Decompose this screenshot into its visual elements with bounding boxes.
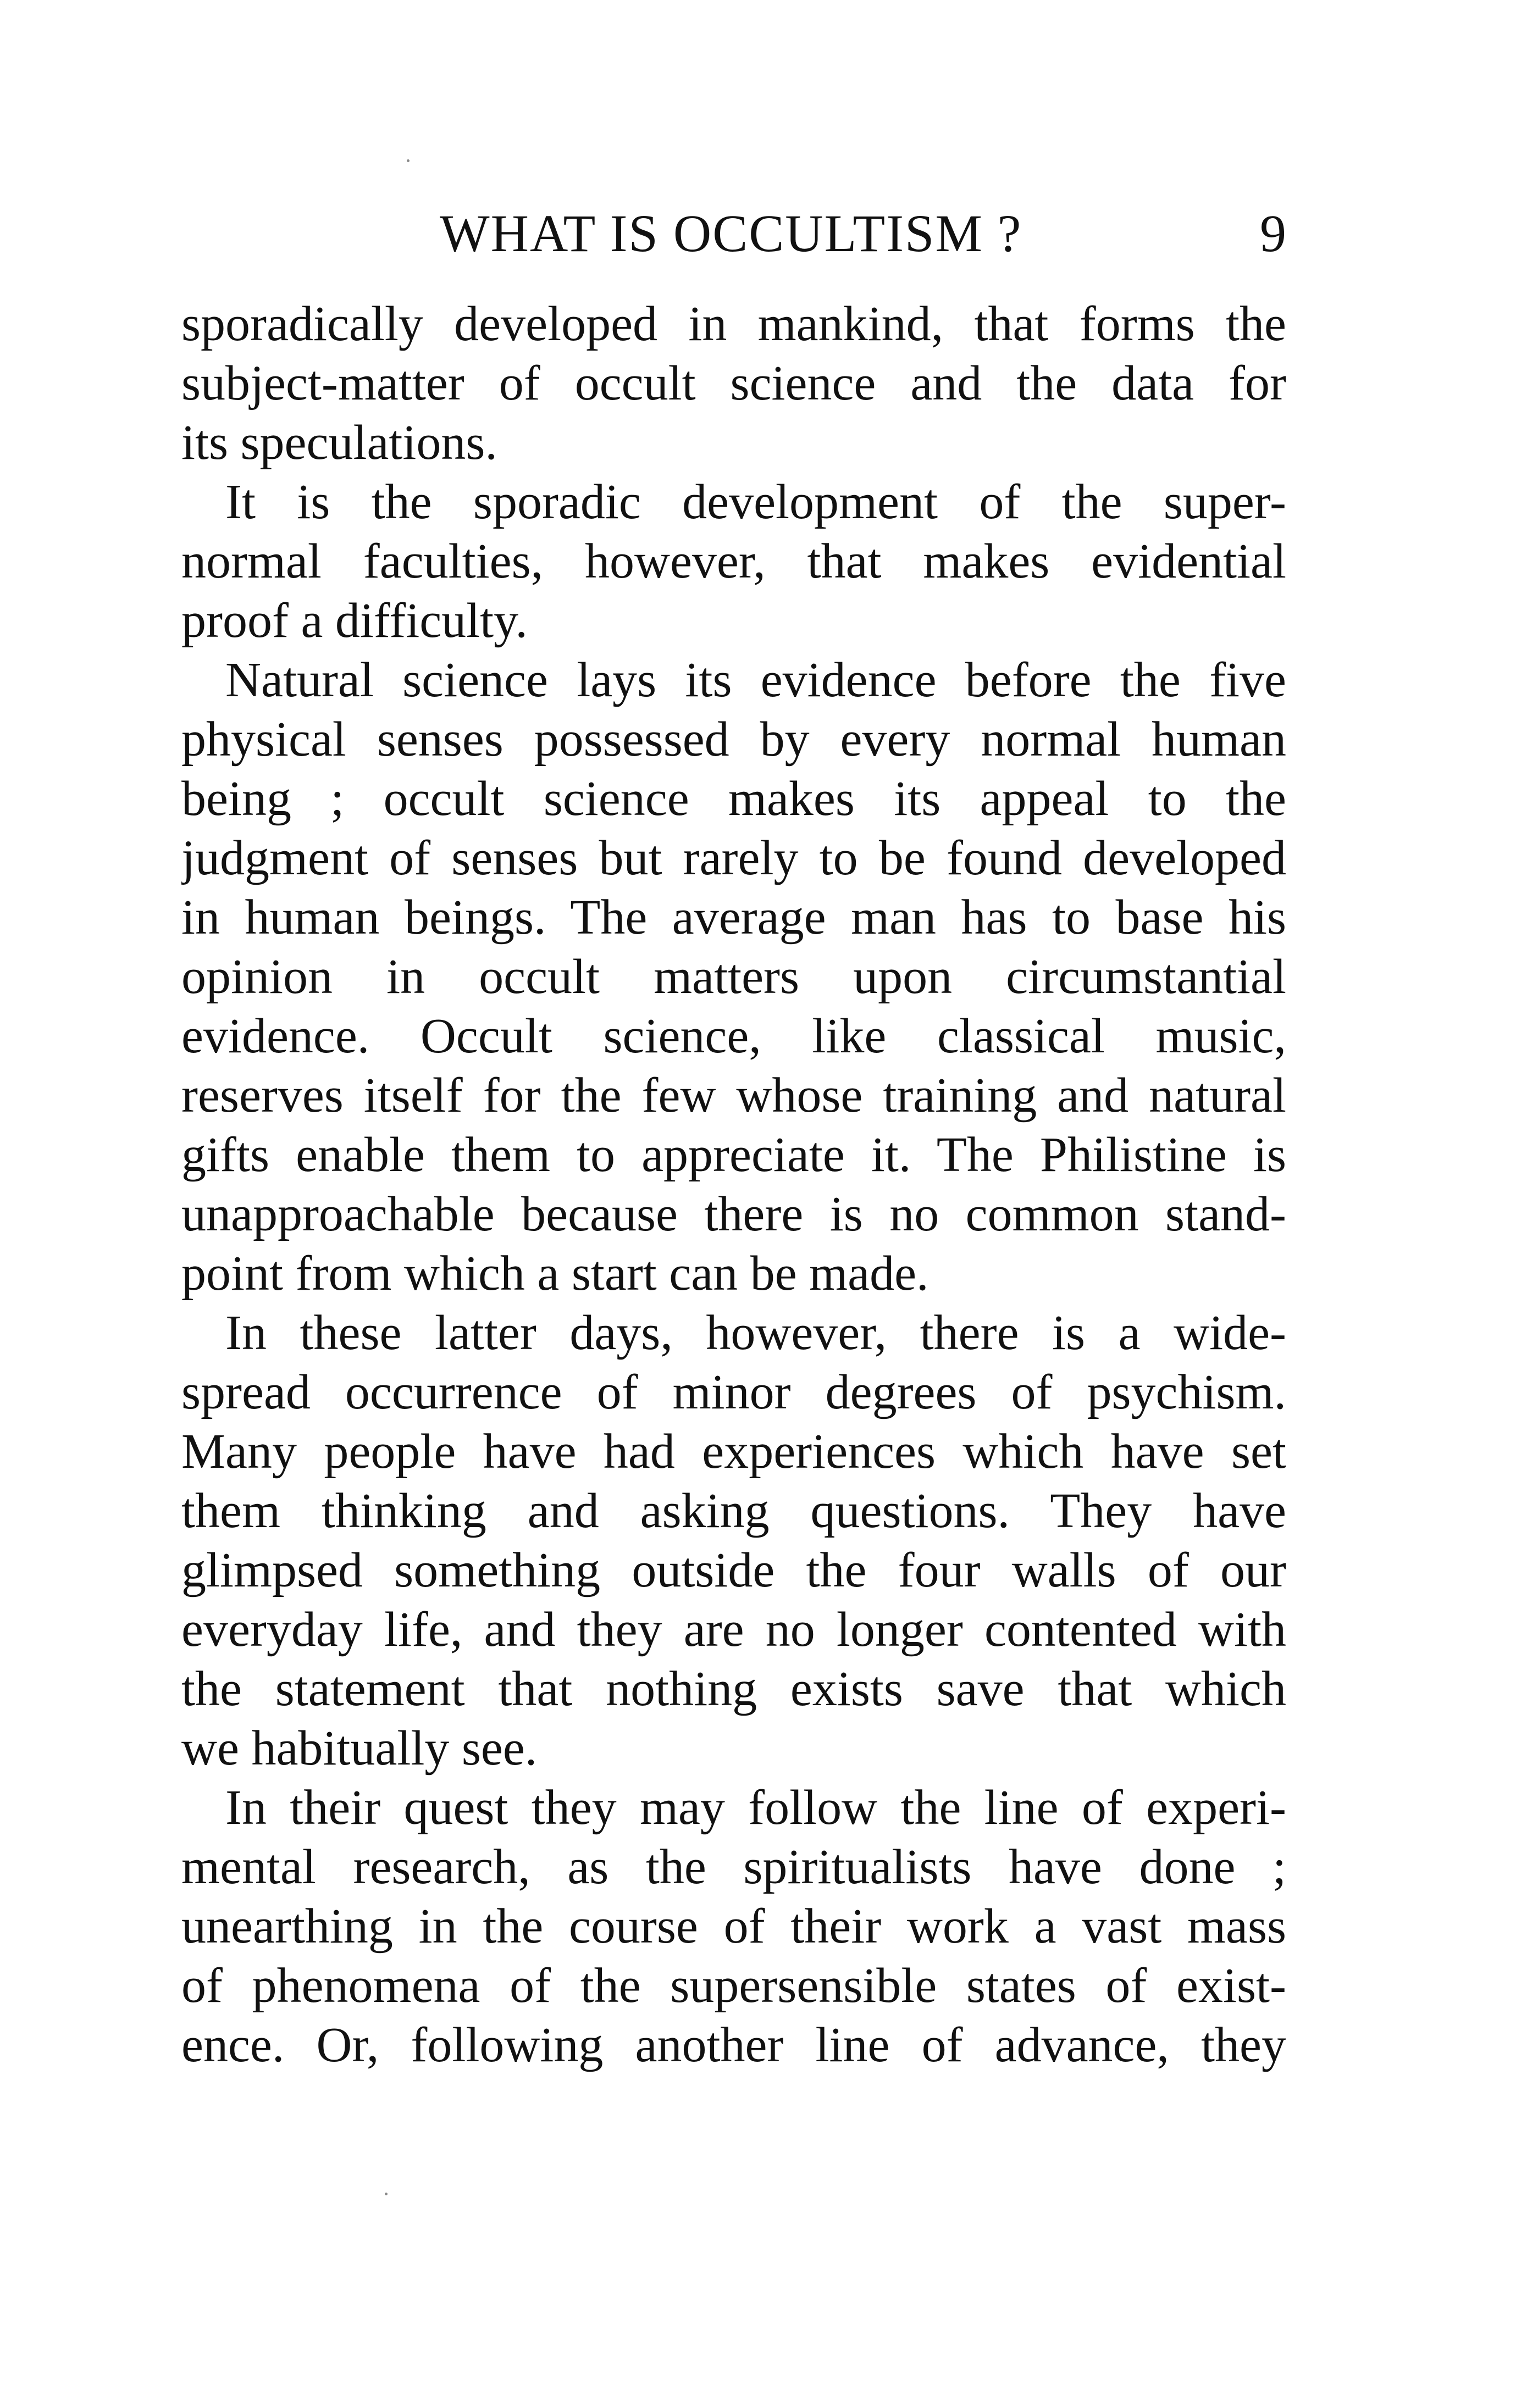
text-line: proof a difficulty.	[181, 593, 528, 648]
text-line: mental research, as the spiritualists have done ;	[181, 1840, 1286, 1894]
text-line: judgment of senses but rarely to be found developed	[181, 831, 1286, 885]
text-line: them thinking and asking questions. They have	[181, 1484, 1286, 1538]
text-line: everyday life, and they are no longer contented with	[181, 1602, 1286, 1657]
text-line: we habitually see.	[181, 1721, 538, 1776]
text-line: physical senses possessed by every normal human	[181, 712, 1286, 767]
text-line: reserves itself for the few whose training and natural	[181, 1068, 1286, 1123]
paper-speck	[407, 159, 410, 162]
text-line: normal faculties, however, that makes evidential	[181, 534, 1286, 589]
text-line: sporadically developed in mankind, that forms the	[181, 297, 1286, 351]
page-number: 9	[1260, 204, 1286, 263]
text-line: opinion in occult matters upon circumstantial	[181, 950, 1286, 1004]
text-line: unearthing in the course of their work a vast mass	[181, 1899, 1286, 1954]
text-line: of phenomena of the supersensible states of exist-	[181, 1958, 1286, 2013]
text-line: glimpsed something outside the four walls of our	[181, 1543, 1286, 1597]
text-line: Natural science lays its evidence before the five	[225, 653, 1286, 707]
text-line: In their quest they may follow the line of experi-	[225, 1780, 1286, 1835]
text-line: evidence. Occult science, like classical music,	[181, 1009, 1286, 1063]
text-line: gifts enable them to appreciate it. The Philistine is	[181, 1128, 1286, 1182]
text-line: its speculations.	[181, 415, 497, 470]
running-head	[181, 203, 1286, 264]
text-line: spread occurrence of minor degrees of psychism.	[181, 1365, 1286, 1419]
text-line: unapproachable because there is no common stand-	[181, 1187, 1286, 1241]
text-line: point from which a start can be made.	[181, 1246, 929, 1301]
paper-speck	[385, 2193, 388, 2195]
text-line: subject-matter of occult science and the data for	[181, 356, 1286, 410]
text-line: Many people have had experiences which have set	[181, 1424, 1286, 1479]
text-line: in human beings. The average man has to base his	[181, 890, 1286, 945]
text-line: ence. Or, following another line of advance, they	[181, 2018, 1286, 2072]
running-title: WHAT IS OCCULTISM ?	[440, 204, 1022, 263]
text-line: In these latter days, however, there is a wide-	[225, 1306, 1286, 1360]
text-line: being ; occult science makes its appeal to the	[181, 772, 1286, 826]
text-line: the statement that nothing exists save that which	[181, 1662, 1286, 1716]
text-line: It is the sporadic development of the super-	[225, 475, 1286, 529]
